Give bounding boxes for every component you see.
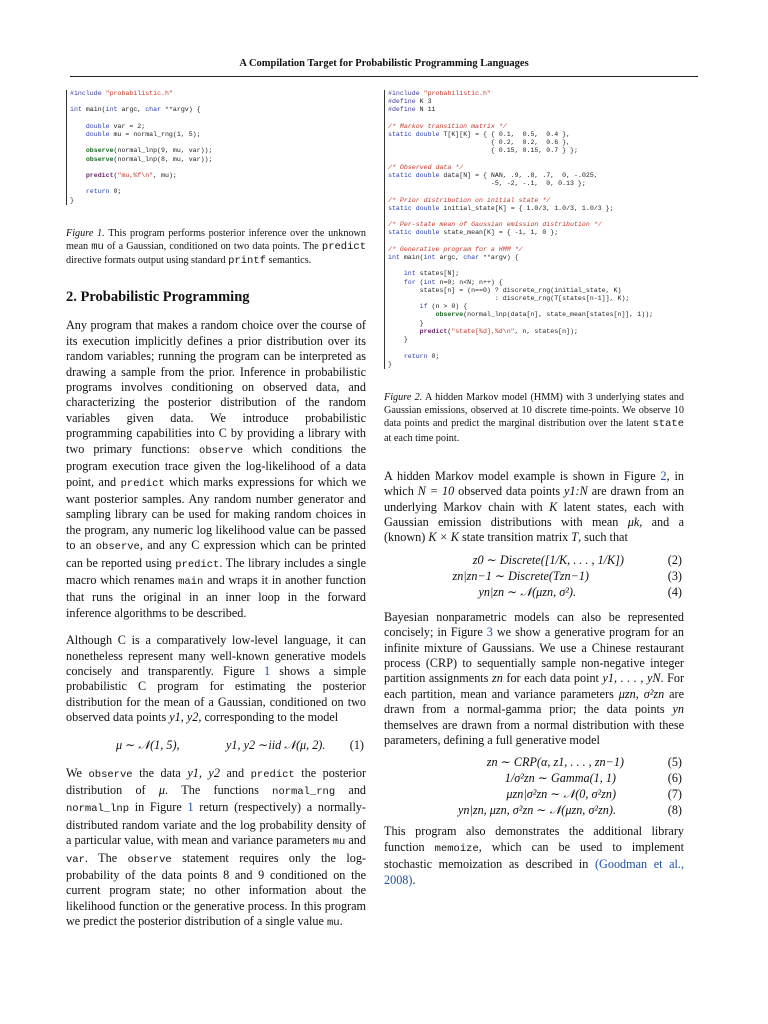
math: y1, y2 — [169, 710, 199, 725]
math: K × K — [428, 530, 459, 545]
code-line: { 0.15, 0.15, 0.7 } }; — [388, 147, 578, 155]
math: K — [549, 499, 558, 514]
inline-code: observe — [88, 768, 133, 781]
text: are drawn from a normal-gamma prior; the data points — [384, 686, 684, 717]
code-line: if (n > 0) { — [419, 303, 468, 311]
text: we show a generative program for an infinite mixture of Gaussians. We use a Chinese restaurant process (CRP) to sequentially sample non-negative integer partition assignments — [384, 625, 685, 686]
caption-text: at each time point. — [384, 432, 460, 444]
caption-code: printf — [228, 255, 266, 268]
equation-number: (5) — [667, 755, 682, 770]
text: Although C is a comparatively low-level language, it can nonetheless represent many well-known generative models concisely and transparently. Figure — [66, 633, 366, 678]
caption-text: of a Gaussian, conditioned on two data points. The — [106, 241, 319, 253]
code-line: /* Generative program for a HMM */ — [388, 245, 523, 253]
equation-number: (1) — [349, 737, 364, 752]
text: , and a (known) — [384, 514, 684, 545]
equation-number: (6) — [667, 771, 682, 786]
math: y1:N — [564, 484, 588, 499]
inline-code: predict — [250, 768, 295, 781]
code-line: states[n] = (n==0) ? discrete_rng(initial_state, K) — [388, 286, 622, 294]
caption-code: state — [652, 418, 684, 431]
paragraph — [384, 610, 684, 749]
code-line — [388, 188, 684, 196]
code-line — [388, 156, 684, 164]
text: the data — [139, 765, 181, 780]
code-line: } — [388, 319, 424, 327]
text: which conditions the program execution trace given the log-likelihood of a data point, and — [66, 441, 367, 489]
figure-ref-link[interactable]: 1 — [187, 800, 194, 815]
citation-link[interactable]: (Goodman et al., 2008) — [384, 857, 684, 887]
inline-code: normal_lnp — [66, 803, 130, 816]
text: are drawn from an underlying Markov chain with — [384, 484, 685, 514]
section-heading: 2. Probabilistic Programming — [66, 289, 250, 306]
figure2-label: Figure 2. — [384, 391, 423, 403]
code-line: return 0; — [403, 352, 440, 360]
figure2-code — [384, 90, 684, 369]
equation-5 — [384, 754, 684, 770]
text: observed data points — [458, 484, 561, 499]
equation-expr: zn|zn−1 ∼ Discrete(Tzn−1) — [452, 568, 589, 583]
text: shows a simple probabilistic C program for estimating the posterior distribution for the mean of a Gaussian, conditioned on two observed data points — [66, 663, 366, 725]
text: A hidden Markov model example is shown in Figure — [384, 468, 656, 483]
code-line: double mu = normal_rng(1, 5); — [85, 131, 201, 139]
paragraph — [384, 469, 684, 546]
math: μ — [158, 783, 165, 798]
inline-code: var — [66, 853, 85, 866]
text: . For each partition, mean and variance parameters — [384, 671, 685, 701]
text: latent states, each with Gaussian emission distributions with mean — [384, 499, 685, 529]
inline-code: mu — [332, 836, 346, 849]
left-column — [66, 90, 366, 932]
text: . — [412, 872, 416, 887]
code-line: } — [70, 196, 74, 204]
text: , such that — [578, 530, 628, 545]
text: state transition matrix — [461, 530, 569, 545]
equation-number: (3) — [667, 568, 682, 583]
equation-3 — [384, 568, 684, 584]
text: . The functions — [165, 783, 259, 798]
inline-code: observe — [95, 541, 140, 554]
figure-ref-link[interactable]: 1 — [264, 663, 271, 678]
code-line — [388, 213, 684, 221]
header-rule — [70, 76, 698, 77]
code-line — [388, 115, 684, 123]
math: y1, . . . , yN — [602, 671, 661, 686]
text: the posterior distribution of — [66, 765, 367, 798]
inline-code: main — [178, 575, 204, 588]
text: which marks expressions for which we want posterior samples. Any random number generator and sampling library can be used for making random choices in the program, any numeric log likelihood value can be passed to an — [66, 474, 367, 553]
equation-4 — [384, 584, 684, 600]
equation-expr: yn|zn ∼ 𝒩(μzn, σ²). — [478, 584, 576, 599]
running-head: A Compilation Target for Probabilistic Programming Languages — [239, 58, 529, 69]
figure-ref-link[interactable]: 3 — [486, 625, 493, 640]
code-line: #include "probabilistic.h" — [70, 90, 173, 97]
code-line — [388, 344, 684, 352]
text: This program also demonstrates the additional library function — [384, 824, 684, 854]
figure2-caption — [384, 391, 684, 445]
code-line: predict("state[%d],%d\n", n, states[n]); — [419, 327, 578, 335]
text: statement requires only the log-probability of the data points 8 and 9 conditioned on the current program state; no other information about the likelihood function or the generative process. In this program we predict the posterior distribution of a single value — [66, 850, 366, 929]
code-line: } — [388, 360, 392, 368]
code-line: #define K 3 — [388, 98, 432, 106]
equation-block-2-4 — [384, 552, 684, 600]
text: return (respectively) a normally-distributed random variate and the log probability density of a particular value, with mean and variance parameters — [66, 800, 366, 848]
code-line: int main(int argc, char **argv) { — [70, 106, 201, 114]
inline-code: observe — [199, 444, 244, 457]
paragraph — [66, 766, 366, 932]
code-line: observe(normal_lnp(9, mu, var)); — [85, 147, 213, 155]
equation-expr: μ ∼ 𝒩(1, 5), — [116, 737, 180, 752]
text: We — [66, 765, 82, 780]
text: . The — [84, 850, 118, 865]
caption-text: A hidden Markov model (HMM) with 3 underlying states and Gaussian emissions, observed at 10 discrete time-points. We observe 10 data points and predict the marginal distribution over the latent — [384, 391, 684, 430]
code-line: } — [388, 336, 408, 344]
figure1-caption — [66, 227, 366, 269]
code-line: int main(int argc, char **argv) { — [388, 254, 519, 262]
equation-expr: zn ∼ CRP(α, z1, . . . , zn−1) — [486, 755, 624, 770]
text: Any program that makes a random choice over the course of its execution implicitly defines a prior distribution over its random variables; running the program can be interpreted as drawing a sample from the prior. Inference in probabilistic programs involves conditioning on observed data, and characterizing the posterior distribution of the random variables given data. We introduce probabilistic programming capabilities into C by providing a library with two primary functions: — [66, 318, 366, 456]
text: and — [348, 783, 367, 798]
code-line: observe(normal_lnp(8, mu, var)); — [85, 155, 213, 163]
math: yn — [672, 702, 685, 717]
text: Bayesian nonparametric models can also be represented concisely; in Figure — [384, 609, 684, 640]
text: for each data point — [506, 671, 599, 686]
equation-expr: yn|zn, μzn, σ²zn ∼ 𝒩(μzn, σ²zn). — [457, 803, 616, 818]
code-line: /* Markov transition matrix */ — [388, 122, 507, 130]
equation-number: (4) — [667, 584, 682, 599]
equation-number: (2) — [667, 552, 682, 567]
code-line: return 0; — [85, 188, 122, 196]
code-line: predict("mu,%f\n", mu); — [85, 172, 177, 180]
code-line: /* Per-state mean of Gaussian emission distribution */ — [388, 221, 602, 229]
code-line: static double initial_state[K] = { 1.0/3, 1.0/3, 1.0/3 }; — [388, 204, 614, 212]
math: μk — [627, 514, 640, 529]
equation-7 — [384, 786, 684, 802]
code-line: #include "probabilistic.h" — [388, 90, 491, 97]
inline-code: observe — [127, 853, 172, 866]
caption-code: mu — [91, 241, 104, 254]
equation-6 — [384, 770, 684, 786]
code-line — [70, 180, 366, 188]
right-column — [384, 90, 684, 888]
paragraph — [384, 824, 684, 888]
text: . The library includes a single macro which renames — [66, 555, 366, 587]
equation-number: (7) — [667, 787, 682, 802]
code-line: int states[N]; — [403, 270, 460, 278]
equation-expr: y1, y2 ∼iid 𝒩(μ, 2). — [226, 737, 326, 752]
equation-expr: z0 ∼ Discrete([1/K, . . . , 1/K]) — [472, 552, 624, 567]
inline-code: normal_rng — [272, 786, 336, 799]
figure1-label: Figure 1. — [66, 227, 105, 239]
code-line: static double T[K][K] = { { 0.1, 0.5, 0.4 }, — [388, 131, 571, 139]
code-line: /* Observed data */ — [388, 163, 464, 171]
code-line — [70, 98, 366, 106]
inline-code: predict — [175, 558, 220, 571]
code-line: : discrete_rng(T[states[n-1]], K); — [388, 295, 630, 303]
inline-code: mu — [326, 917, 340, 930]
math: T — [571, 530, 579, 545]
code-line: static double data[N] = { NAN, .9, .8, .7, 0, -.025, — [388, 172, 598, 180]
text: and — [226, 765, 245, 780]
equation-1 — [66, 738, 366, 756]
math: y1, y2 — [187, 765, 220, 780]
inline-code: predict — [120, 477, 165, 490]
caption-code: predict — [321, 241, 367, 254]
equation-number: (8) — [667, 803, 682, 818]
code-line — [70, 115, 366, 123]
math: μzn, σ²zn — [618, 686, 665, 701]
text: , corresponding to the model — [198, 710, 339, 725]
code-line: #define N 11 — [388, 106, 436, 114]
figure1-code — [66, 90, 366, 205]
equation-block-5-8 — [384, 754, 684, 818]
equation-expr: μzn|σ²zn ∼ 𝒩(0, σ²zn) — [506, 787, 616, 802]
text: . — [339, 914, 343, 929]
math: N = 10 — [417, 484, 455, 499]
math: zn — [492, 671, 503, 686]
equation-8 — [384, 802, 684, 818]
text: themselves are drawn from a normal distribution with these parameters, defining a full generative model — [384, 717, 684, 747]
code-line: double var = 2; — [85, 122, 146, 130]
text: and wraps it in another function that runs the original in an inner loop in the forward inference algorithms to be described. — [66, 572, 367, 620]
equation-2 — [384, 552, 684, 568]
code-line — [70, 164, 366, 172]
code-line: /* Prior distribution on initial state */ — [388, 196, 551, 204]
code-line — [388, 262, 684, 270]
figure-ref-link[interactable]: 2 — [660, 468, 667, 483]
code-line: observe(normal_lnp(data[n], state_mean[states[n]], 1)); — [435, 311, 654, 319]
code-line: for (int n=0; n<N; n++) { — [403, 278, 503, 286]
code-line: { 0.2, 0.2, 0.6 }, — [388, 139, 571, 147]
paragraph — [66, 633, 366, 725]
equation-expr: 1/σ²zn ∼ Gamma(1, 1) — [504, 771, 616, 786]
text: and — [348, 833, 366, 848]
text: , and any C expression which can be printed can be reported using — [66, 538, 367, 570]
text: , in which — [384, 468, 685, 499]
text: , which can be used to implement stochastic memoization as described in — [384, 839, 684, 872]
text: in Figure — [134, 800, 182, 815]
paragraph — [66, 318, 366, 621]
code-line: static double state_mean[K] = { -1, 1, 0 }; — [388, 229, 559, 237]
code-line — [70, 139, 366, 147]
caption-text: semantics. — [268, 255, 312, 267]
caption-text: directive formats output using standard — [66, 255, 226, 267]
caption-text: This program performs posterior inference over the unknown mean — [66, 227, 366, 253]
code-line — [388, 238, 684, 246]
inline-code: memoize — [434, 842, 479, 855]
code-line: -5, -2, -.1, 0, 0.13 }; — [388, 180, 586, 188]
